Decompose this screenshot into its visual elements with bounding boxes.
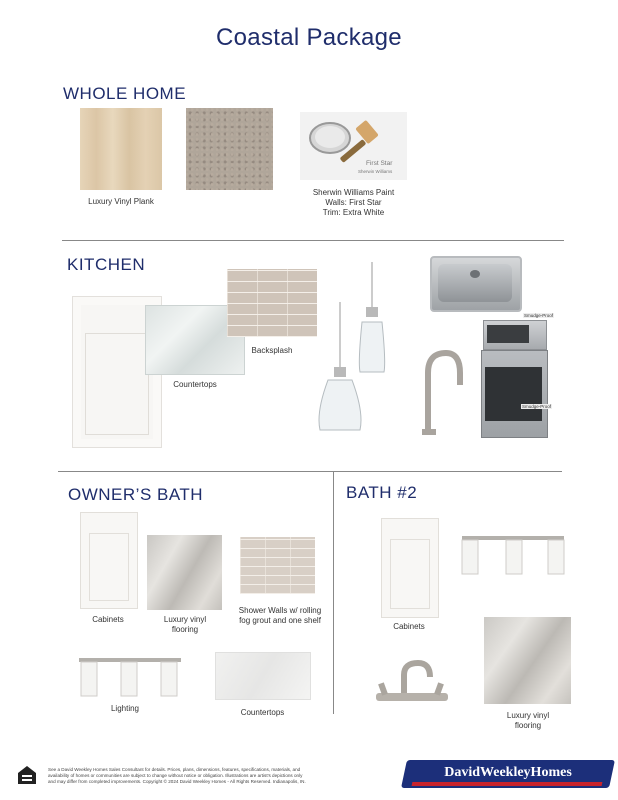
page-title: Coastal Package [216,24,402,51]
kitchen-sink-image [430,256,522,312]
paint-caption-line-3: Trim: Extra White [322,208,385,217]
bath2-flooring-line-2: flooring [514,721,542,730]
smudge-proof-label-1: Smudge-Proof [524,313,554,318]
luxury-vinyl-plank-swatch [80,108,162,190]
paint-caption [290,188,417,218]
bath2-vanity-light-image [458,530,568,578]
bath2-flooring-caption [488,711,568,731]
owners-bath-vanity-light-image [75,652,185,700]
paint-card-brand: Sherwin Williams [358,169,393,174]
shower-walls-caption [225,606,335,626]
paint-card-name: First Star [366,160,393,167]
paint-card [300,112,407,180]
backsplash-swatch [227,269,317,337]
lvp-caption: Luxury Vinyl Plank [88,197,154,206]
shower-walls-line-1: Shower Walls w/ rolling [238,606,322,615]
equal-housing-icon [16,764,38,786]
kitchen-faucet-image [414,345,468,437]
brand-logo [402,756,614,792]
owners-bath-cabinets-caption: Cabinets [92,615,124,624]
section-kitchen: KITCHEN [67,255,146,274]
lighting-caption: Lighting [110,704,140,713]
section-whole-home: WHOLE HOME [63,84,187,103]
disclaimer-line-1: See a David Weekley Homes Sales Consultant for details. Prices, plans, dimensions, features, specifications, materials, and [48,767,301,772]
shower-wall-tile-swatch [240,537,315,594]
paint-caption-line-1: Sherwin Williams Paint [312,188,395,197]
microwave-image [483,320,547,350]
carpet-swatch [186,108,273,190]
disclaimer-line-2: availability of homes or communities are subject to change without notice or obligation. Illustrations are artist's depictions only [48,773,303,778]
section-owners-bath: OWNER’S BATH [68,485,204,504]
paint-caption-line-2: Walls: First Star [325,198,382,207]
bath2-flooring-swatch [484,617,571,704]
backsplash-caption: Backsplash [251,346,293,355]
owners-bath-flooring-line-2: flooring [171,625,199,634]
section-bath-2: BATH #2 [346,483,418,502]
owners-bath-flooring-caption [145,615,225,635]
bath2-cabinet-door [381,518,439,618]
kitchen-countertops-caption: Countertops [173,380,217,389]
owners-bath-cabinet-door [80,512,138,609]
divider-vertical [333,471,334,714]
bath2-cabinets-caption: Cabinets [393,622,425,631]
owners-bath-countertops-caption: Countertops [240,708,285,717]
range-image [481,350,548,438]
disclaimer-line-3: and may differ from completed improvements. Copyright © 2024 David Weekley Homes - All Rights Reserved. Indianapolis, IN. [48,779,306,784]
footer-disclaimer [48,767,308,785]
owners-bath-flooring-swatch [147,535,222,610]
pendant-lights-image [310,262,410,438]
shower-walls-line-2: fog grout and one shelf [239,616,321,625]
divider-1 [62,240,564,241]
divider-2 [58,471,562,472]
owners-bath-flooring-line-1: Luxury vinyl [163,615,207,624]
smudge-proof-label-2: Smudge-Proof [522,404,552,409]
bath2-flooring-line-1: Luxury vinyl [506,711,550,720]
owners-bath-countertop-swatch [215,652,311,700]
brand-name: DavidWeekleyHomes [444,765,572,780]
bath2-faucet-image [372,655,452,710]
